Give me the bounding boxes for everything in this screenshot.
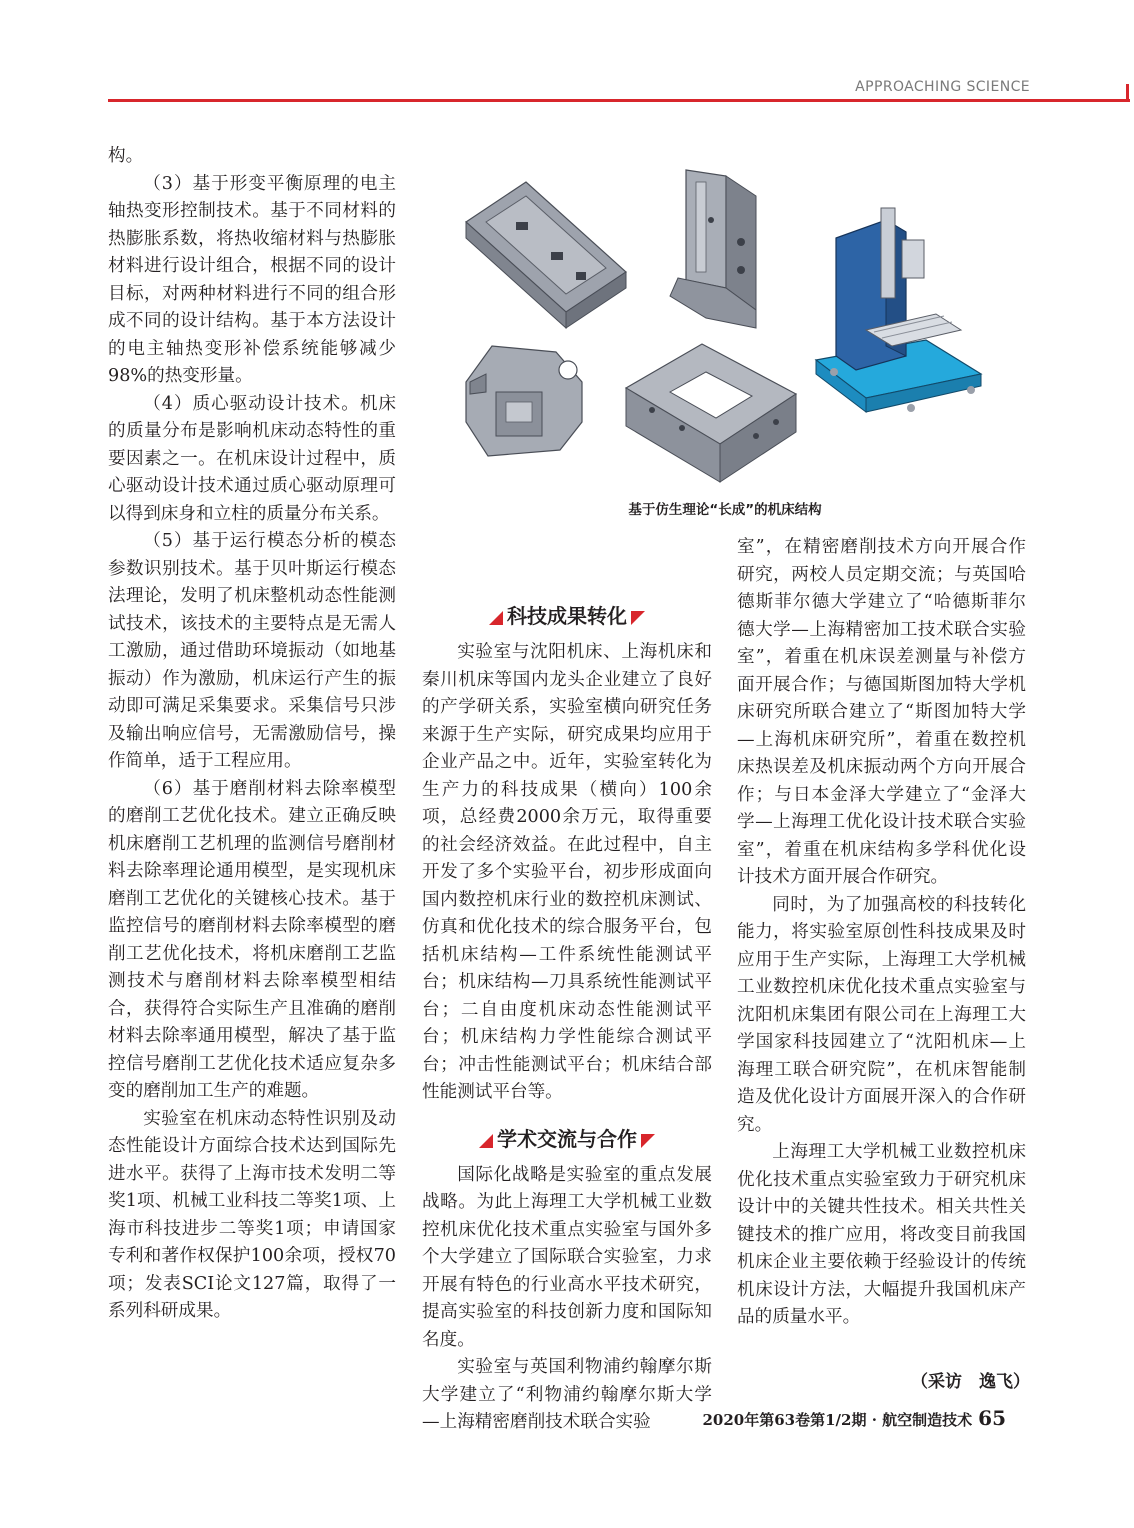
- header-rule: [108, 99, 1130, 102]
- machine-structure-figure: [456, 160, 1011, 492]
- column-2: [422, 590, 712, 1437]
- section-heading-academic-exchange: [422, 1121, 712, 1158]
- column-model: [670, 170, 756, 328]
- welded-frame-model: [626, 344, 796, 482]
- col1-paragraph-2: （4）质心驱动设计技术。机床的质量分布是影响机床动态特性的重要因素之一。在机床设计过程中，质心驱动设计技术通过质心驱动原理可以得到床身和立柱的质量分布关系。: [108, 393, 396, 524]
- machining-center-model: [816, 208, 981, 412]
- interview-byline: （采访 逸飞）: [911, 1372, 1030, 1392]
- col3-paragraph-0: 室”，在精密磨削技术方向开展合作研究，两校人员定期交流；与英国哈德斯菲尔德大学建立了“哈德斯菲尔德大学—上海精密加工技术联合实验室”，着重在机床误差测量与补偿方面开展合作；与德国斯图加特大学机床研究所联合建立了“斯图加特大学—上海机床研究所”，着重在数控机床热误差及机床振动两个方向开展合作；与日本金泽大学建立了“金泽大学—上海理工优化设计技术联合实验室”，着重在机床结构多学科优化设计技术方面开展合作研究。: [737, 537, 1026, 887]
- section-heading-text: 科技成果转化: [507, 604, 627, 628]
- page-footer: [700, 1406, 1006, 1430]
- journal-issue: 2020年第63卷第1/2期 · 航空制造技术: [702, 1411, 973, 1429]
- page-number: 65: [978, 1406, 1006, 1430]
- col3-paragraph-1: 同时，为了加强高校的科技转化能力，将实验室原创性科技成果及时应用于生产实际，上海理工大学机械工业数控机床优化技术重点实验室与沈阳机床集团有限公司在上海理工大学国家科技园建立了“沈阳机床—上海理工联合研究院”，在机床智能制造及优化设计方面展开深入的合作研究。: [737, 894, 1026, 1135]
- section2-paragraph-1: 实验室与英国利物浦约翰摩尔斯大学建立了“利物浦约翰摩尔斯大学—上海精密磨削技术联合实验: [422, 1357, 712, 1432]
- figure-caption: 基于仿生理论“长成”的机床结构: [628, 502, 822, 518]
- section-heading-tech-transfer: [422, 598, 712, 635]
- col1-paragraph-0: 构。: [108, 146, 144, 166]
- triangle-right-icon: [641, 1134, 655, 1148]
- col1-paragraph-3: （5）基于运行模态分析的模态参数识别技术。基于贝叶斯运行模态法理论，发明了机床整机动态性能测试技术，该技术的主要特点是无需人工激励，通过借助环境振动（如地基振动）作为激励，机床运行产生的振动即可满足采集要求。采集信号只涉及输出响应信号，无需激励信号，操作简单，适于工程应用。: [108, 531, 396, 771]
- saddle-model: [466, 346, 582, 456]
- column-3: [737, 534, 1026, 1332]
- col1-paragraph-5: 实验室在机床动态特性识别及动态性能设计方面综合技术达到国际先进水平。获得了上海市技术发明二等奖1项、机械工业科技二等奖1项、上海市科技进步二等奖1项；申请国家专利和著作权保护100余项，授权70项；发表SCI论文127篇，取得了一系列科研成果。: [108, 1108, 396, 1321]
- triangle-left-icon: [479, 1134, 493, 1148]
- triangle-right-icon: [631, 611, 645, 625]
- section1-paragraph-0: 实验室与沈阳机床、上海机床和秦川机床等国内龙头企业建立了良好的产学研关系，实验室横向研究任务来源于生产实际，研究成果均应用于企业产品之中。近年，实验室转化为生产力的科技成果（横向）100余项，总经费2000余万元，取得重要的社会经济效益。在此过程中，自主开发了多个实验平台，初步形成面向国内数控机床行业的数控机床测试、仿真和优化技术的综合服务平台，包括机床结构—工件系统性能测试平台；机床结构—刀具系统性能测试平台；二自由度机床动态性能测试平台；机床结构力学性能综合测试平台；冲击性能测试平台；机床结合部性能测试平台等。: [422, 642, 712, 1102]
- section-header-label: APPROACHING SCIENCE: [855, 79, 1030, 95]
- col1-paragraph-4: （6）基于磨削材料去除率模型的磨削工艺优化技术。建立正确反映机床磨削工艺机理的监测信号磨削材料去除率理论通用模型，是实现机床磨削工艺优化的关键核心技术。基于监控信号的磨削材料去除率模型的磨削工艺优化技术，将机床磨削工艺监测技术与磨削材料去除率模型相结合，获得符合实际生产且准确的磨削材料去除率通用模型，解决了基于监控信号磨削工艺优化技术适应复杂多变的磨削加工生产的难题。: [108, 778, 396, 1101]
- column-1: [108, 143, 396, 1326]
- section2-paragraph-0: 国际化战略是实验室的重点发展战略。为此上海理工大学机械工业数控机床优化技术重点实验室与国外多个大学建立了国际联合实验室，力求开展有特色的行业高水平技术研究，提高实验室的科技创新力度和国际知名度。: [422, 1164, 712, 1350]
- col3-paragraph-2: 上海理工大学机械工业数控机床优化技术重点实验室致力于研究机床设计中的关键共性技术。相关共性关键技术的推广应用，将改变目前我国机床企业主要依赖于经验设计的传统机床设计方法，大幅提升我国机床产品的质量水平。: [737, 1142, 1026, 1327]
- section-heading-text: 学术交流与合作: [497, 1126, 637, 1151]
- col1-paragraph-1: （3）基于形变平衡原理的电主轴热变形控制技术。基于不同材料的热膨胀系数，将热收缩材料与热膨胀材料进行设计组合，根据不同的设计目标，对两种材料进行不同的组合形成不同的设计结构。基于本方法设计的电主轴热变形补偿系统能够减少98%的热变形量。: [108, 173, 396, 386]
- triangle-left-icon: [489, 611, 503, 625]
- bed-casting-model: [466, 182, 626, 328]
